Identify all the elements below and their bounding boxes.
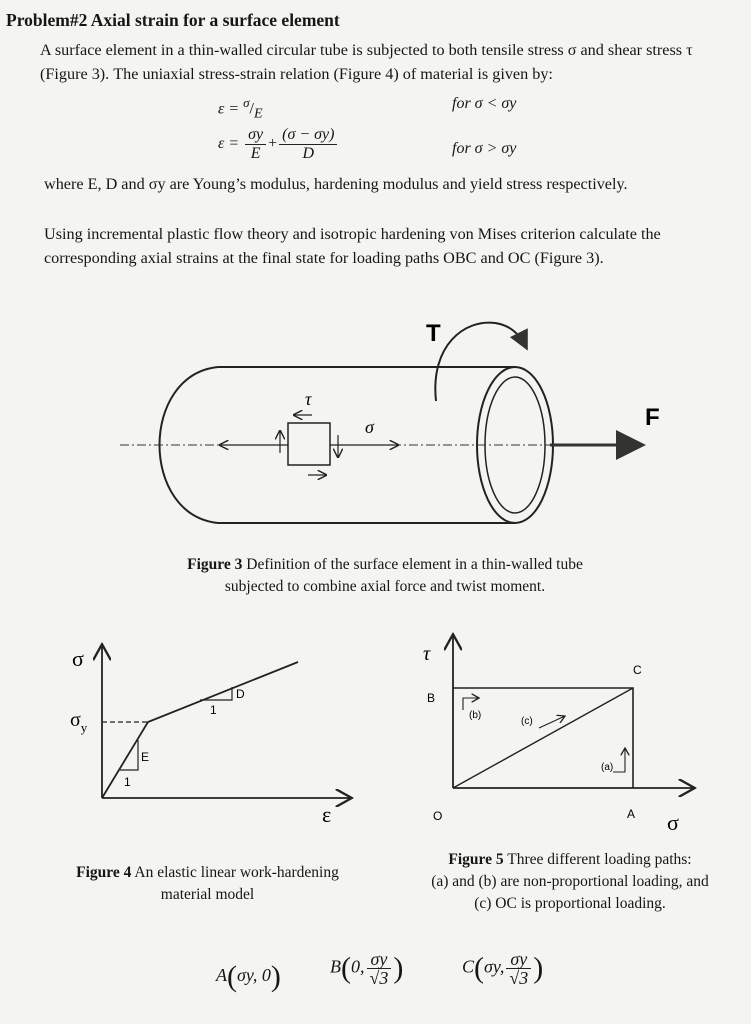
path-OC: [453, 688, 633, 788]
figure4-caption: Figure 4 An elastic linear work-hardening material model: [76, 864, 339, 903]
figure5-loading-paths-diagram: [405, 630, 705, 840]
where-text: where E, D and σy are Young’s modulus, hardening modulus and yield stress respectively.: [44, 175, 628, 193]
figure5-caption: Figure 5 Three different loading paths: (a) and (b) are non-proportional loading, and (c) OC is proportional loading.: [431, 851, 709, 912]
path-c-arrow: [539, 716, 565, 728]
fig4-sigma-y-label: $\sigma_y$: [70, 709, 88, 735]
D-slope-triangle: [200, 687, 232, 700]
fig4-label-D: D: [236, 687, 245, 701]
eq2-plus: +: [268, 135, 278, 153]
eq1-den: E: [253, 106, 263, 122]
fig5-axis-y-label: τ: [423, 643, 431, 665]
figure4-stress-strain-diagram: [60, 640, 370, 840]
label-C: C: [633, 663, 642, 677]
problem-intro: A surface element in a thin-walled circular tube is subjected to both tensile stress σ and shear stress τ (Figure 3). The uniaxial stress-strain relation (Figure 4) of material is given by:: [40, 41, 693, 83]
eq1-condition: for σ < σy: [452, 95, 517, 112]
fig4-axis-y-label: σ: [72, 646, 84, 671]
problem-title: Problem#2 Axial strain for a surface element: [6, 10, 340, 30]
fig4-label-E: E: [141, 750, 150, 764]
eq2-frac2: $\frac{(\sigma - \sigma y)}{D}$: [279, 126, 337, 163]
eq2-condition: for σ > σy: [452, 140, 517, 157]
path-a-arrow: [613, 748, 625, 772]
point-A-coordinates: A(σy, 0): [216, 960, 281, 993]
label-B: B: [427, 691, 436, 705]
fig4-label-one-a: 1: [124, 775, 131, 789]
fig4-axis-x-label: ε: [322, 802, 332, 827]
point-B-coordinates: B(0, $\frac{\sigma y}{√3}$ ): [330, 949, 404, 988]
surface-element: [288, 423, 330, 465]
equation-elastic: $\varepsilon = ^\sigma/_E$: [218, 95, 263, 122]
point-C-coordinates: C(σy, $\frac{\sigma y}{√3}$ ): [462, 949, 544, 988]
label-O: O: [433, 809, 443, 823]
equation-plastic: [218, 126, 339, 163]
figure3-tube-diagram: [100, 305, 700, 545]
eq1-lhs: ε =: [218, 100, 244, 118]
eq2-lhs: ε =: [218, 135, 244, 153]
task-text: Using incremental plastic flow theory and isotropic hardening von Mises criterion calculate the corresponding axial strains at the final state for loading paths OBC and OC (Figure 3).: [44, 225, 661, 267]
eq1-num: σ: [243, 95, 250, 110]
label-path-c: (c): [521, 716, 533, 727]
fig5-axis-x-label: σ: [667, 810, 679, 835]
label-A: A: [627, 807, 636, 821]
label-T: T: [426, 320, 441, 347]
label-sigma: σ: [365, 417, 374, 437]
path-b-arrow: [463, 698, 479, 710]
label-path-a: (a): [601, 762, 614, 773]
eq2-frac1: $\frac{\sigma y}{E}$: [245, 126, 266, 163]
fig4-label-one-b: 1: [210, 703, 217, 717]
label-tau: τ: [305, 389, 312, 409]
label-F: F: [645, 404, 660, 431]
torque-arrow: [435, 323, 526, 401]
label-path-b: (b): [469, 710, 482, 721]
stress-strain-curve: [102, 662, 298, 798]
figure3-caption: Figure 3 Definition of the surface element in a thin-walled tube subjected to combine axial force and twist moment.: [187, 556, 583, 595]
